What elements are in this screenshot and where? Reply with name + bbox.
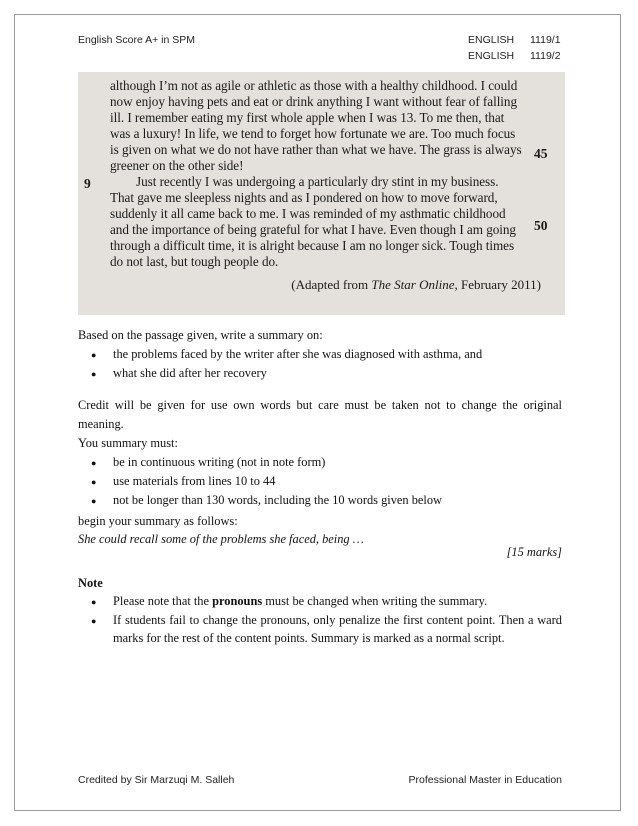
header-title: English Score A+ in SPM (78, 34, 196, 46)
note-item-1: Please note that the pronouns must be changed when writing the summary. (113, 594, 488, 608)
footer-left: Credited by Sir Marzuqi M. Salleh (78, 774, 235, 786)
note-pronouns-bold: pronouns (212, 594, 263, 608)
credit-line-2: meaning. (78, 417, 124, 431)
scanned-excerpt-image (78, 72, 565, 315)
task-point-1: the problems faced by the writer after she was diagnosed with asthma, and (113, 347, 483, 361)
task-point-2: what she did after her recovery (113, 366, 267, 380)
requirement-3: not be longer than 130 words, including the 10 words given below (113, 493, 442, 507)
footer-right: Professional Master in Education (408, 774, 562, 786)
excerpt-line: That gave me sleepless nights and as I pondered on how to move forward, (110, 190, 498, 205)
requirement-1: be in continuous writing (not in note form) (113, 455, 326, 469)
marks-label: [15 marks] (506, 545, 562, 559)
bullet-dot: ● (91, 458, 97, 468)
excerpt-line: although I’m not as agile or athletic as those with a healthy childhood. I could (110, 78, 518, 93)
excerpt-source: (Adapted from The Star Online, February 2011) (291, 277, 541, 292)
excerpt-line: greener on the other side! (110, 158, 244, 173)
line-number-45: 45 (534, 146, 548, 161)
note-item-2-line-1: If students fail to change the pronouns, only penalize the first content point. Then a ward (113, 613, 562, 627)
bullet-dot: ● (91, 597, 97, 607)
bullet-dot: ● (91, 477, 97, 487)
note-title: Note (78, 576, 103, 590)
header-code-1: 1119/1 (530, 34, 561, 46)
paragraph-number: 9 (84, 176, 91, 191)
task-intro: Based on the passage given, write a summary on: (78, 328, 323, 342)
excerpt-line: is given on what we do not have rather than what we have. The grass is always (110, 142, 522, 157)
begin-text: She could recall some of the problems she faced, being … (78, 532, 364, 546)
bullet-dot: ● (91, 616, 97, 626)
excerpt-line: Just recently I was undergoing a particularly dry stint in my business. (136, 174, 499, 189)
excerpt-line: now enjoy having pets and eat or drink anything I want without fear of falling (110, 94, 518, 109)
begin-label: begin your summary as follows: (78, 514, 238, 528)
header-subject-1: ENGLISH (468, 34, 515, 46)
header-subject-2: ENGLISH (468, 50, 515, 62)
excerpt-line: through a difficult time, it is alright because I am no longer sick. Tough times (110, 238, 515, 253)
excerpt-line: ill. I remember eating my first whole apple when I was 13. To me then, that (110, 110, 505, 125)
must-label: You summary must: (78, 436, 178, 450)
credit-line-1: Credit will be given for use own words but care must be taken not to change the original (78, 398, 562, 412)
line-number-50: 50 (534, 218, 548, 233)
source-title: The Star Online (371, 277, 455, 292)
excerpt-line: suddenly it all came back to me. I was reminded of my asthmatic childhood (110, 206, 506, 221)
requirement-2: use materials from lines 10 to 44 (113, 474, 276, 488)
bullet-dot: ● (91, 350, 97, 360)
bullet-dot: ● (91, 496, 97, 506)
excerpt-line: and the importance of being grateful for what I have. Even though I am going (110, 222, 516, 237)
header-code-2: 1119/2 (530, 50, 561, 62)
note-item-2-line-2: marks for the rest of the content points. Summary is marked as a normal script. (113, 631, 505, 645)
bullet-dot: ● (91, 369, 97, 379)
excerpt-line: was a luxury! In life, we tend to forget how fortunate we are. Too much focus (110, 126, 516, 141)
excerpt-line: do not last, but tough people do. (110, 254, 279, 269)
